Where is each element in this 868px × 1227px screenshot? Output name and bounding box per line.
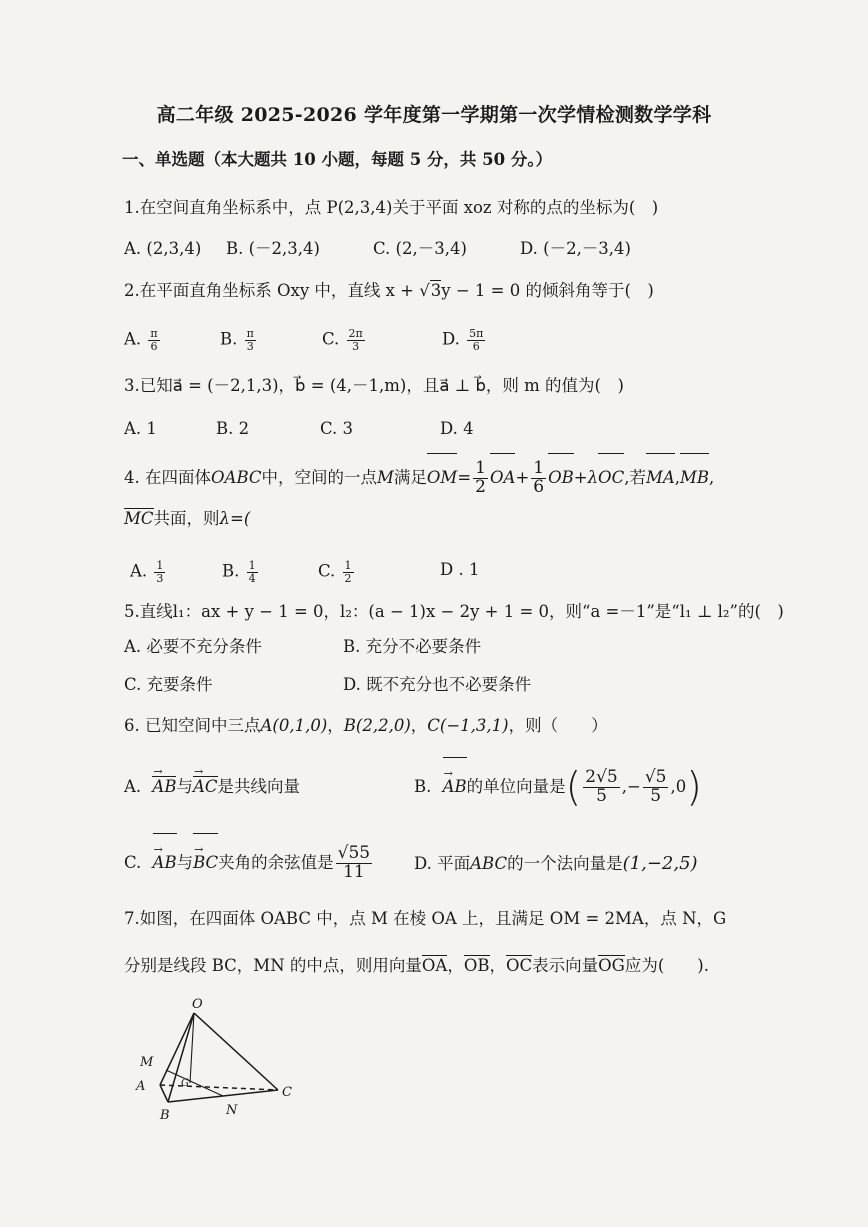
q4-option-d: D . 1 bbox=[440, 560, 480, 579]
q7-comma2: ， bbox=[489, 956, 506, 975]
q6-c-frac-den: 11 bbox=[343, 862, 365, 882]
q6-c-yu: 与 bbox=[176, 853, 194, 872]
q2-option-a bbox=[124, 328, 162, 352]
q2-frac-c bbox=[347, 328, 365, 352]
label-b: B bbox=[160, 1108, 170, 1123]
q2-frac-b-num: π bbox=[246, 327, 254, 340]
q6-option-a bbox=[124, 779, 300, 796]
q6-pre: 6. 已知空间中三点 bbox=[124, 716, 261, 735]
q6-a-text: 是共线向量 bbox=[217, 777, 301, 796]
q4-opt-frac-c bbox=[343, 560, 354, 584]
q4-label-a: A. bbox=[130, 561, 148, 581]
exam-title: 高二年级 2025-2026 学年度第一学期第一次学情检测数学学科 bbox=[156, 104, 712, 126]
q4-vec-om: OM bbox=[427, 456, 457, 500]
edge-ac-hidden bbox=[160, 1085, 278, 1090]
q7-vec-ob: OB bbox=[463, 956, 490, 975]
q1-option-a: A. (2,3,4) bbox=[124, 239, 202, 258]
q4-mid1: 中，空间的一点 bbox=[261, 468, 377, 487]
q6-b-end: ,0 bbox=[670, 777, 687, 796]
q5-option-c: C. 充要条件 bbox=[124, 675, 213, 694]
q2-frac-c-den: 3 bbox=[352, 339, 360, 353]
q6-vec-ac: AC → bbox=[193, 779, 218, 796]
q7-vec-oc: OC bbox=[506, 956, 533, 975]
q4-vec-ob: OB bbox=[548, 456, 574, 500]
q4-opt-frac-c-den: 2 bbox=[344, 571, 352, 585]
q6-b-frac1-num: 2√5 bbox=[585, 767, 618, 788]
q6-b-frac2-den: 5 bbox=[650, 786, 662, 806]
q6-sep2: ， bbox=[410, 716, 428, 735]
q4-vec-mb: MB bbox=[680, 456, 709, 500]
q4-opt-frac-b bbox=[247, 560, 258, 584]
q2-frac-a-num: π bbox=[150, 327, 158, 340]
q6-vec-bc: BC → bbox=[193, 836, 218, 890]
q6-point-b: B(2,2,0) bbox=[343, 716, 411, 735]
q6-option-d bbox=[414, 855, 698, 873]
q2-stem-pre: 2.在平面直角坐标系 Oxy 中，直线 x + bbox=[124, 281, 420, 300]
q4-plus: + bbox=[515, 468, 530, 487]
q6-a-label: A. bbox=[124, 777, 142, 796]
q6-b-frac2-num: √5 bbox=[644, 767, 667, 788]
label-a: A bbox=[136, 1079, 146, 1094]
q6-b-mid: ,− bbox=[621, 777, 641, 796]
edge-oc bbox=[194, 1013, 278, 1090]
q3-option-a: A. 1 bbox=[124, 419, 157, 438]
q6-sep1: ， bbox=[327, 716, 344, 735]
q2-frac-d-num: 5π bbox=[469, 327, 484, 340]
q7-end: 应为( ). bbox=[624, 956, 709, 975]
q4-opt-frac-c-num: 1 bbox=[344, 559, 352, 572]
q2-frac-a-den: 6 bbox=[150, 339, 158, 353]
q6-point-a: A(0,1,0) bbox=[260, 716, 328, 735]
section-heading: 一、单选题（本大题共 10 小题，每题 5 分，共 50 分。） bbox=[122, 150, 553, 169]
q4-label-c: C. bbox=[318, 561, 336, 581]
q4-tetra-name: OABC bbox=[211, 468, 262, 487]
q4-eq: = bbox=[457, 468, 472, 487]
q5-option-a: A. 必要不充分条件 bbox=[124, 637, 262, 656]
q2-frac-d bbox=[467, 328, 485, 352]
q6-c-text: 夹角的余弦值是 bbox=[218, 853, 334, 872]
question-5-stem: 5.直线l₁：ax + y − 1 = 0，l₂：(a − 1)x − 2y + 1 = 0，则“a =－1”是“l₁ ⊥ l₂”的( ) bbox=[124, 602, 784, 621]
q4-opt-frac-a-den: 3 bbox=[156, 571, 164, 585]
q6-c-frac bbox=[336, 845, 372, 882]
question-1-stem: 1.在空间直角坐标系中，点 P(2,3,4)关于平面 xoz 对称的点的坐标为( ) bbox=[124, 198, 659, 217]
q2-option-c bbox=[322, 328, 367, 352]
q4-vec-ma: MA bbox=[646, 456, 675, 500]
q3-option-b: B. 2 bbox=[216, 419, 250, 438]
q4-option-a bbox=[130, 560, 167, 584]
q6-post: ，则（ ） bbox=[508, 716, 608, 735]
q4-frac-half-num: 1 bbox=[475, 458, 486, 479]
q6-plane-abc: ABC bbox=[470, 854, 508, 873]
question-3-stem: 3.已知a⃗ = (－2,1,3)，b⃗ = (4,－1,m)，且a⃗ ⊥ b⃗，则 m 的值为( ) bbox=[124, 376, 624, 395]
q2-frac-b bbox=[245, 328, 256, 352]
q6-c-label: C. bbox=[124, 853, 142, 872]
edge-oa bbox=[160, 1013, 194, 1085]
q4-frac-sixth bbox=[531, 460, 546, 497]
q7-mid: 表示向量 bbox=[532, 956, 599, 975]
question-7-line1: 7.如图，在四面体 OABC 中，点 M 在棱 OA 上，且满足 OM = 2MA，点 N，G bbox=[124, 909, 727, 928]
q3-option-d: D. 4 bbox=[440, 419, 474, 438]
q4-opt-frac-b-num: 1 bbox=[248, 559, 256, 572]
q6-b-vec-ab: AB → bbox=[443, 760, 467, 814]
q6-b-frac2 bbox=[643, 769, 669, 806]
q4-lambda: +λ bbox=[573, 468, 599, 487]
q4-lambda-eq: λ=( bbox=[219, 509, 251, 528]
q7-comma1: ， bbox=[447, 956, 464, 975]
q6-b-label: B. bbox=[414, 777, 432, 796]
label-m: M bbox=[140, 1055, 154, 1070]
q7-vec-oa: OA bbox=[421, 956, 448, 975]
label-o: O bbox=[192, 997, 203, 1012]
label-n: N bbox=[226, 1103, 238, 1118]
q4-vec-oc: OC bbox=[598, 456, 624, 500]
q5-option-d: D. 既不充分也不必要条件 bbox=[343, 675, 532, 694]
q2-frac-d-den: 6 bbox=[472, 339, 480, 353]
q6-option-c bbox=[124, 836, 374, 890]
q2-frac-c-num: 2π bbox=[348, 327, 363, 340]
q6-option-b bbox=[414, 760, 702, 815]
q4-line2-text: 共面，则 bbox=[153, 509, 220, 528]
label-g: G bbox=[181, 1078, 189, 1089]
label-c: C bbox=[282, 1085, 292, 1100]
q2-frac-b-den: 3 bbox=[246, 339, 254, 353]
q6-a-yu: 与 bbox=[176, 777, 193, 796]
q2-frac-a bbox=[148, 328, 159, 352]
q4-frac-half-den: 2 bbox=[475, 477, 486, 497]
q4-ruo: ,若 bbox=[624, 468, 646, 487]
q2-sqrt-value: 3 bbox=[430, 281, 442, 300]
question-2-stem bbox=[124, 283, 654, 300]
q6-d-text: 的一个法向量是 bbox=[507, 854, 623, 873]
q2-sqrt-sign: √ bbox=[419, 281, 430, 300]
q6-d-label: D. 平面 bbox=[414, 854, 471, 873]
q4-pre: 4. 在四面体 bbox=[124, 468, 211, 487]
q2-label-a: A. bbox=[124, 329, 142, 349]
q7-vec-og: OG bbox=[598, 956, 625, 975]
edge-ab bbox=[160, 1085, 168, 1102]
segment-mn bbox=[166, 1070, 223, 1096]
q1-option-c: C. (2,－3,4) bbox=[373, 239, 467, 258]
q2-option-b bbox=[220, 328, 258, 352]
q4-vec-oa: OA bbox=[490, 456, 515, 500]
q2-label-d: D. bbox=[442, 329, 460, 349]
q6-b-rparen: ) bbox=[686, 764, 702, 811]
question-7-line2 bbox=[124, 958, 709, 975]
q7-line2-pre: 分别是线段 BC，MN 的中点，则用向量 bbox=[124, 956, 422, 975]
q6-vec-ab: AB → bbox=[152, 779, 176, 796]
q6-c-vec-ab: AB → bbox=[153, 836, 177, 890]
q6-point-c: C(−1,3,1) bbox=[427, 716, 509, 735]
q4-opt-frac-a-num: 1 bbox=[156, 559, 164, 572]
q2-stem-post: y − 1 = 0 的倾斜角等于( ) bbox=[441, 281, 654, 300]
q6-normal-vector: (1,−2,5) bbox=[622, 853, 698, 874]
question-4-line2 bbox=[124, 511, 250, 528]
question-6-stem bbox=[124, 718, 608, 735]
q6-b-frac1-den: 5 bbox=[596, 786, 607, 806]
q4-opt-frac-b-den: 4 bbox=[248, 571, 256, 585]
q6-b-text: 的单位向量是 bbox=[466, 777, 566, 796]
question-4-stem bbox=[124, 456, 714, 500]
q4-opt-frac-a bbox=[154, 560, 165, 584]
q6-b-frac1 bbox=[583, 769, 619, 806]
tetrahedron-figure bbox=[128, 995, 308, 1130]
q2-option-d bbox=[442, 328, 487, 352]
q4-frac-sixth-num: 1 bbox=[533, 458, 545, 479]
q4-option-c bbox=[318, 560, 356, 584]
q6-c-frac-num: √55 bbox=[337, 843, 371, 864]
q4-comma2: , bbox=[709, 468, 715, 487]
q5-option-b: B. 充分不必要条件 bbox=[343, 637, 482, 656]
q2-label-b: B. bbox=[220, 329, 238, 349]
q4-point-m: M bbox=[377, 468, 394, 487]
q4-mid2: 满足 bbox=[393, 468, 427, 487]
q4-frac-half bbox=[473, 460, 488, 497]
q4-option-b bbox=[222, 560, 260, 584]
q2-label-c: C. bbox=[322, 329, 340, 349]
q3-option-c: C. 3 bbox=[320, 419, 354, 438]
q6-b-lparen: ( bbox=[565, 764, 582, 811]
q1-option-d: D. (－2,－3,4) bbox=[520, 239, 631, 258]
q4-vec-mc: MC bbox=[124, 509, 154, 528]
q4-frac-sixth-den: 6 bbox=[533, 477, 545, 497]
q4-label-b: B. bbox=[222, 561, 240, 581]
q1-option-b: B. (－2,3,4) bbox=[226, 239, 320, 258]
q4-comma1: , bbox=[674, 468, 681, 487]
